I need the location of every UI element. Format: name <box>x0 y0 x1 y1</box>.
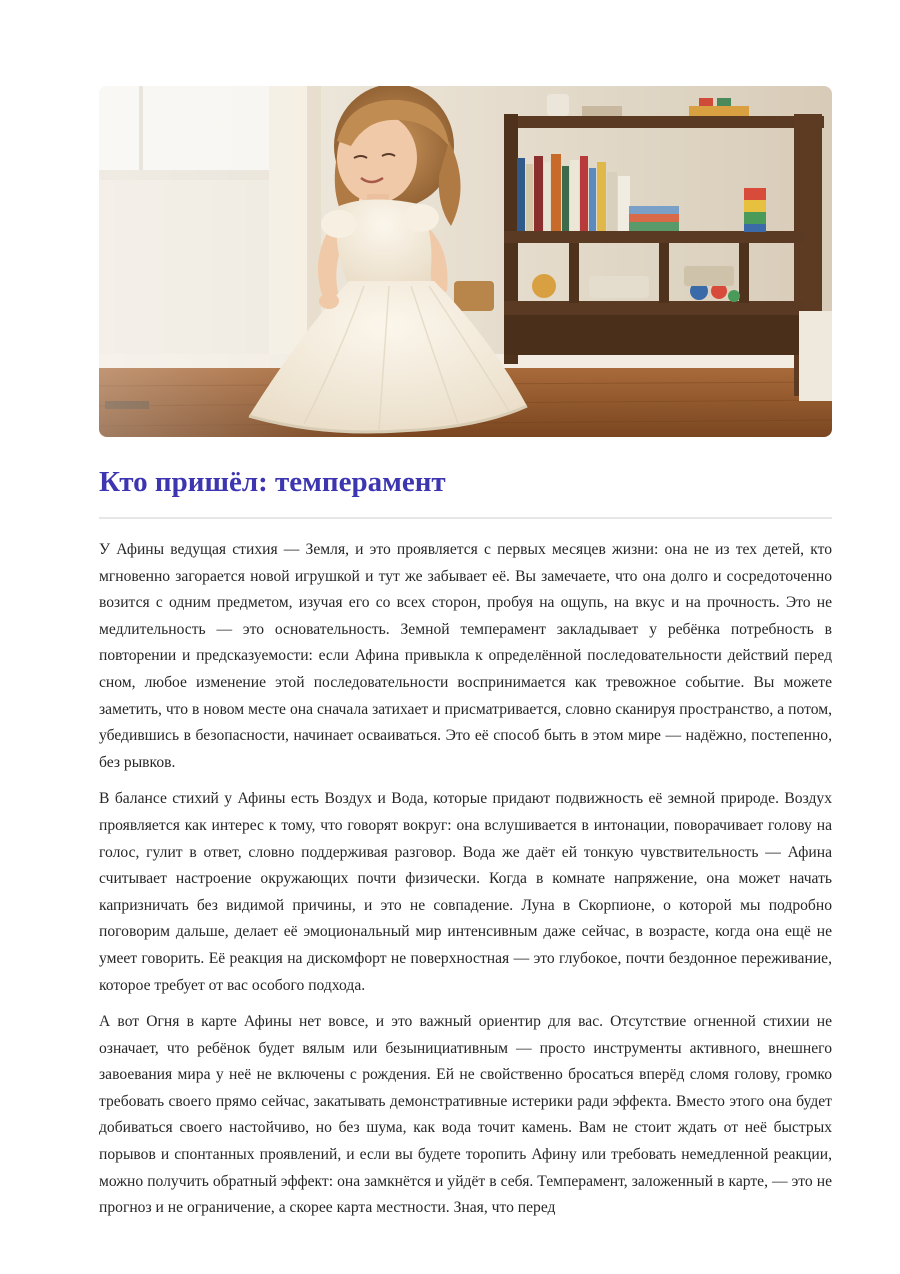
hero-photo-illustration <box>99 86 832 437</box>
paragraph: В балансе стихий у Афины есть Воздух и Вода, которые придают подвижность её земной природе. Воздух проявляется как интерес к тому, что говорят вокруг: она вслушивается в интонации, поворачивает голову на голос, гулит в ответ, словно поддерживая разговор. Вода же даёт ей тонкую чувствительность — Афина считывает настроение окружающих почти физически. Когда в комнате напряжение, она может начать капризничать без видимой причины, и это не совпадение. Луна в Скорпионе, о которой мы подробно поговорим дальше, делает её эмоциональный мир интенсивным даже сейчас, в возрасте, когда она ещё не умеет говорить. Её реакция на дискомфорт не поверхностная — это глубокое, почти бездонное переживание, которое требует от вас особого подхода. <box>99 790 832 994</box>
hero-photo <box>99 86 832 437</box>
article <box>99 86 832 1232</box>
paragraph: А вот Огня в карте Афины нет вовсе, и это важный ориентир для вас. Отсутствие огненной стихии не означает, что ребёнок будет вялым или безынициативным — просто инструменты активного, внешнего завоевания мира у неё не включены с рождения. Ей не свойственно бросаться вперёд сломя голову, громко требовать своего прямо сейчас, закатывать демонстративные истерики ради эффекта. Вместо этого она будет добиваться своего настойчиво, но без шума, как вода точит камень. Вам не стоит ждать от неё быстрых порывов и спонтанных проявлений, и если вы будете торопить Афину или требовать немедленной реакции, можно получить обратный эффект: она замкнётся и уйдёт в себя. Темперамент, заложенный в карте, — это не прогноз и не ограничение, а скорее карта местности. Зная, что перед <box>99 1013 832 1217</box>
article-body <box>99 537 832 1222</box>
heading-divider <box>99 517 832 519</box>
paragraph: У Афины ведущая стихия — Земля, и это проявляется с первых месяцев жизни: она не из тех детей, кто мгновенно загорается новой игрушкой и тут же забывает её. Вы замечаете, что она долго и сосредоточенно возится с одним предметом, изучая его со всех сторон, пробуя на ощупь, на вкус и на прочность. Это не медлительность — это основательность. Земной темперамент закладывает у ребёнка потребность в повторении и предсказуемости: если Афина привыкла к определённой последовательности действий перед сном, любое изменение этой последовательности воспринимается как тревожное событие. Вы можете заметить, что в новом месте она сначала затихает и присматривается, словно сканируя пространство, а потом, убедившись в безопасности, начинает осваиваться. Это её способ быть в этом мире — надёжно, постепенно, без рывков. <box>99 541 832 771</box>
section-heading: Кто пришёл: темперамент <box>99 466 446 498</box>
